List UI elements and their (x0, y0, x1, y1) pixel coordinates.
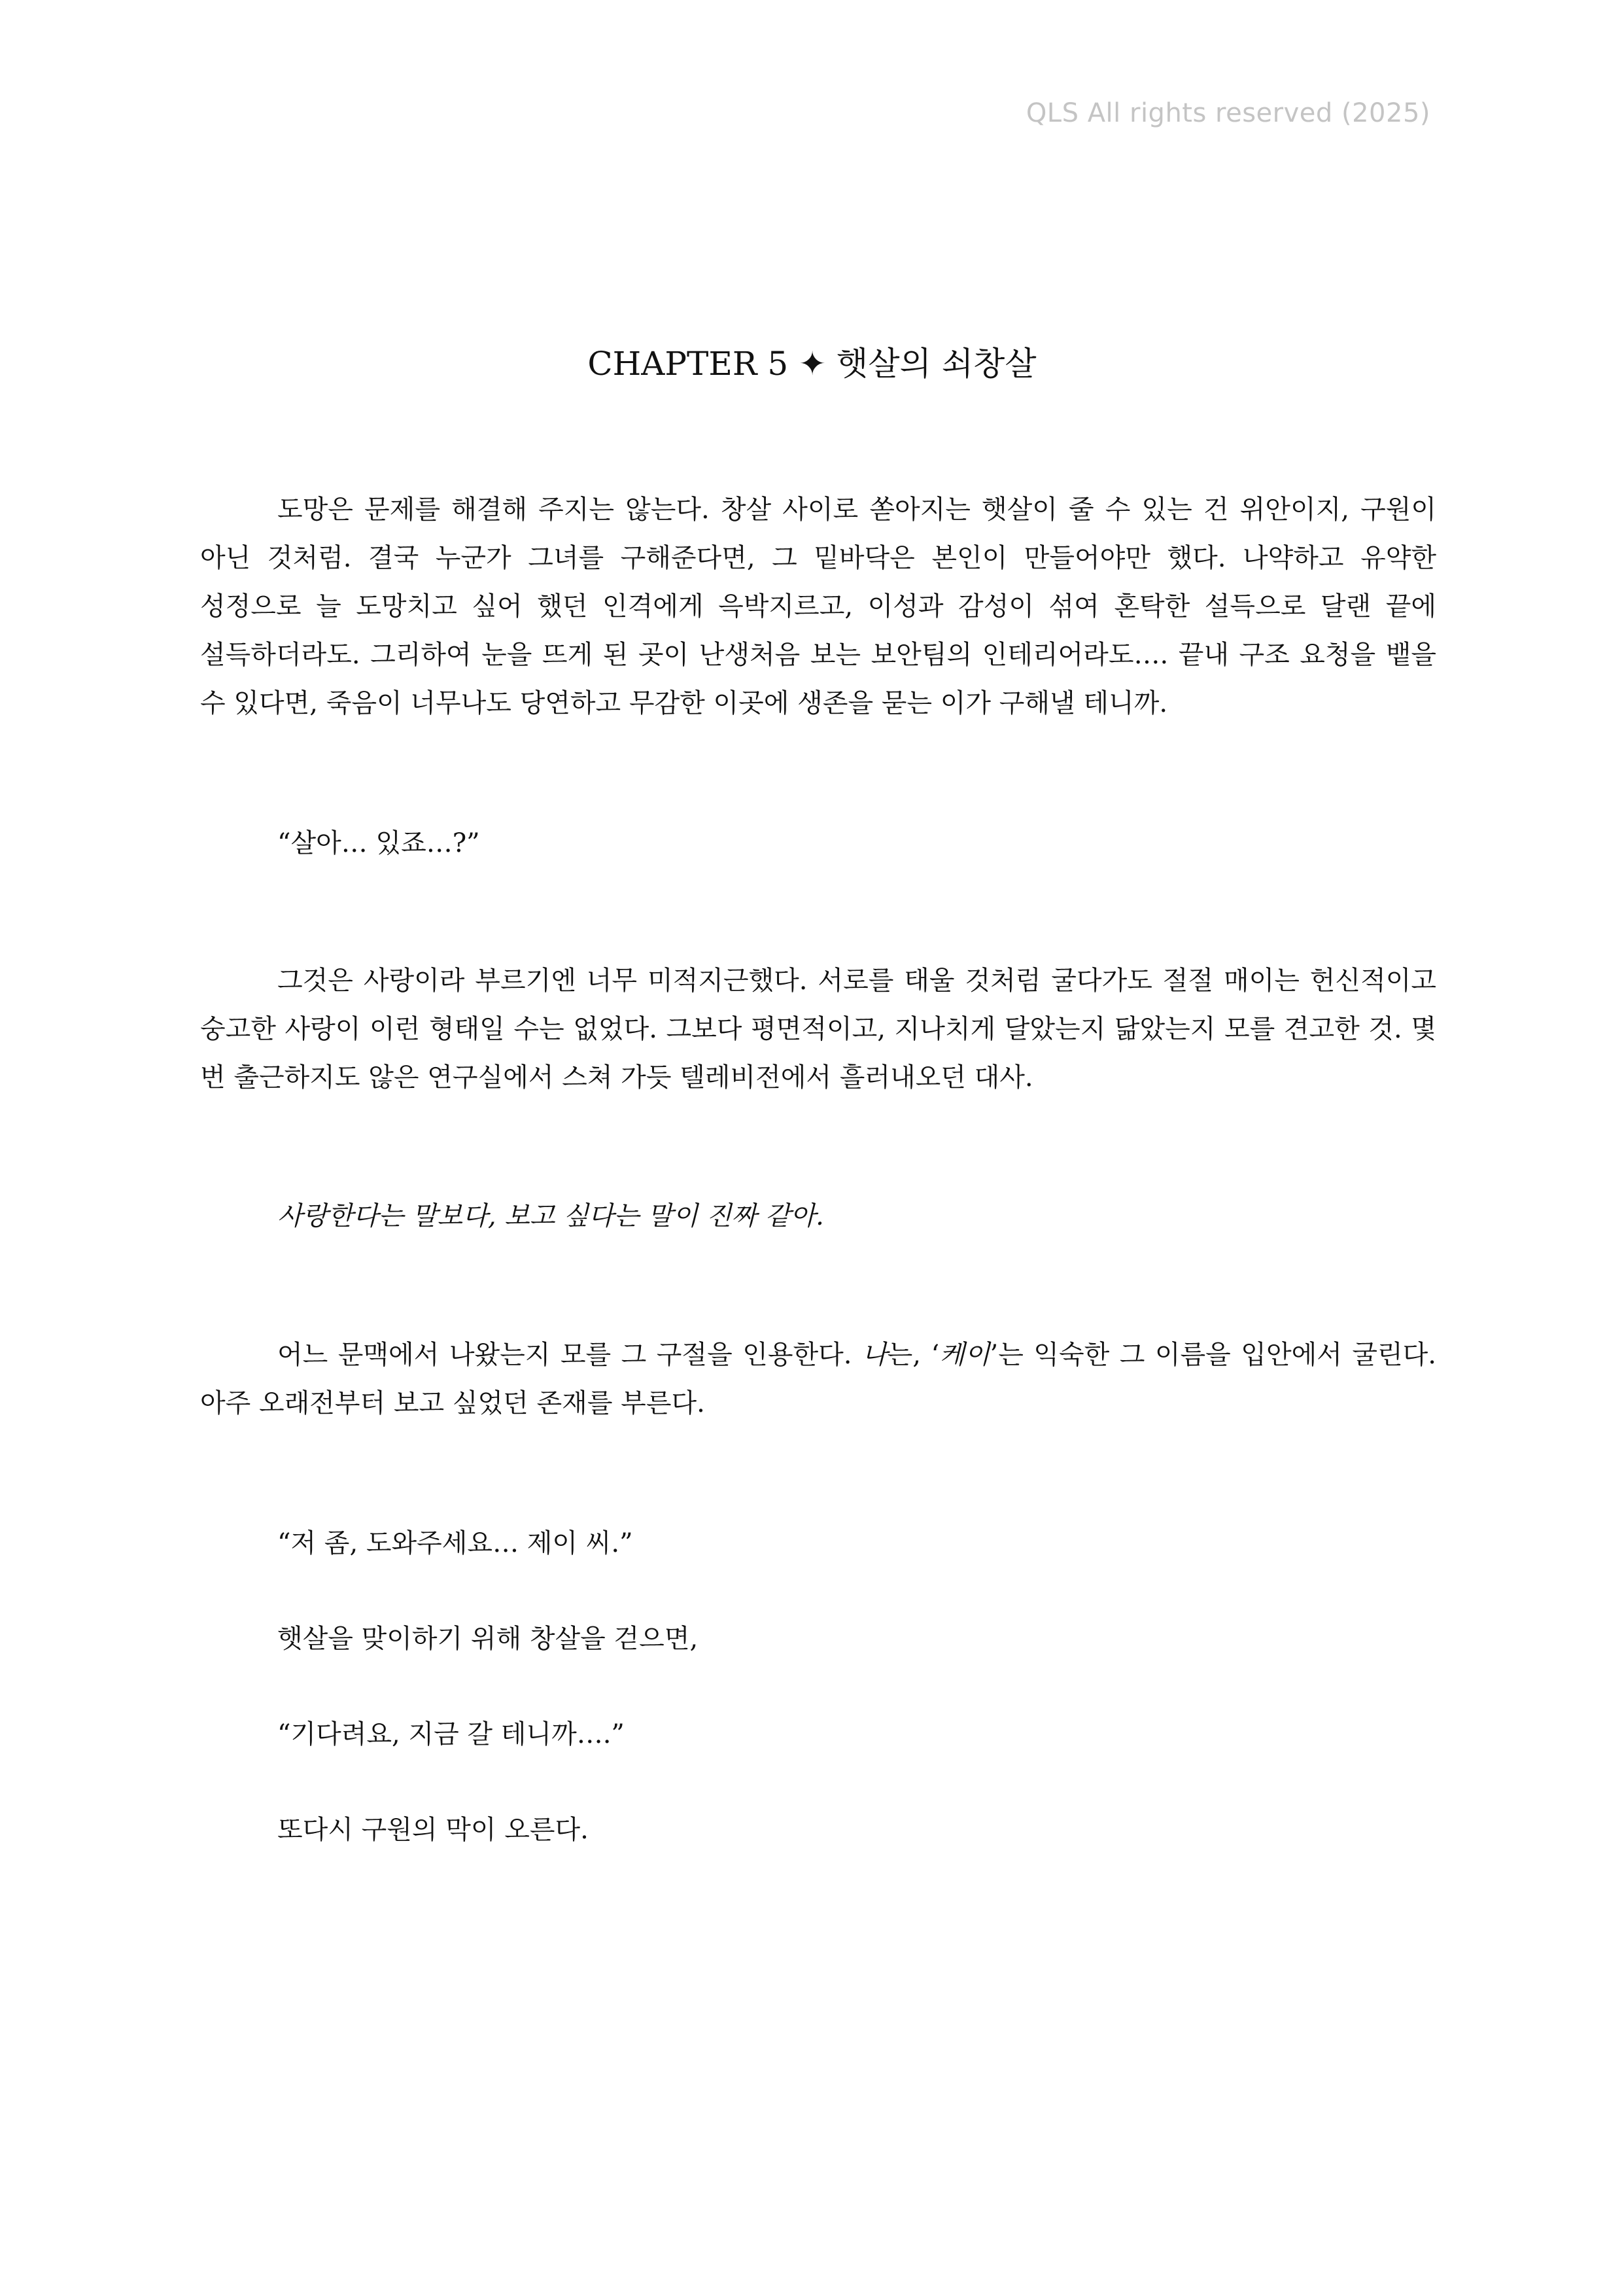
paragraph-4: 햇살을 맞이하기 위해 창살을 걷으면, (277, 1624, 699, 1654)
paragraph-3-text-b: 는, ‘ (887, 1340, 940, 1370)
paragraph-3-italic-na: 나 (861, 1340, 888, 1370)
paragraph-3 (200, 1331, 1436, 1428)
dialogue-2: “저 좀, 도와주세요… 제이 씨.” (277, 1528, 633, 1558)
paragraph-5: 또다시 구원의 막이 오른다. (277, 1815, 589, 1845)
paragraph-1: 도망은 문제를 해결해 주지는 않는다. 창살 사이로 쏟아지는 햇살이 줄 수 있는 건 위안이지, 구원이 아닌 것처럼. 결국 누군가 그녀를 구해준다면, 그 밑바닥은 본인이 만들어야만 했다. 나약하고 유약한 성정으로 늘 도망치고 싶어 했던 인격에게 윽박지르고, 이성과 감성이 섞여 혼탁한 설득으로 달랜 끝에 설득하더라도. 그리하여 눈을 뜨게 된 곳이 난생처음 보는 보안팀의 인테리어라도…. 끝내 구조 요청을 뱉을 수 있다면, 죽음이 너무나도 당연하고 무감한 이곳에 생존을 묻는 이가 구해낼 테니까. (200, 495, 1436, 718)
document-body (200, 485, 1436, 1854)
paragraph-2: 그것은 사랑이라 부르기엔 너무 미적지근했다. 서로를 태울 것처럼 굴다가도 절절 매이는 헌신적이고 숭고한 사랑이 이런 형태일 수는 없었다. 그보다 평면적이고, 지나치게 달았는지 닮았는지 모를 견고한 것. 몇 번 출근하지도 않은 연구실에서 스쳐 가듯 텔레비전에서 흘러내오던 대사. (200, 966, 1436, 1093)
dialogue-1: “살아… 있죠…?” (277, 828, 480, 858)
paragraph-3-text-c: ’는 익숙한 그 이름을 입안에서 굴린다. 아주 오래전부터 보고 싶었던 존재를 부른다. (200, 1340, 1436, 1418)
dialogue-3: “기다려요, 지금 갈 테니까….” (277, 1719, 625, 1749)
chapter-title: CHAPTER 5 ✦ 햇살의 쇠창살 (587, 345, 1037, 383)
italic-quote: 사랑한다는 말보다, 보고 싶다는 말이 진짜 같아. (277, 1201, 824, 1231)
paragraph-3-text-a: 어느 문맥에서 나왔는지 모를 그 구절을 인용한다. (277, 1340, 862, 1370)
paragraph-3-italic-kei: 케이 (939, 1340, 990, 1370)
copyright-notice: QLS All rights reserved (2025) (1026, 98, 1430, 128)
